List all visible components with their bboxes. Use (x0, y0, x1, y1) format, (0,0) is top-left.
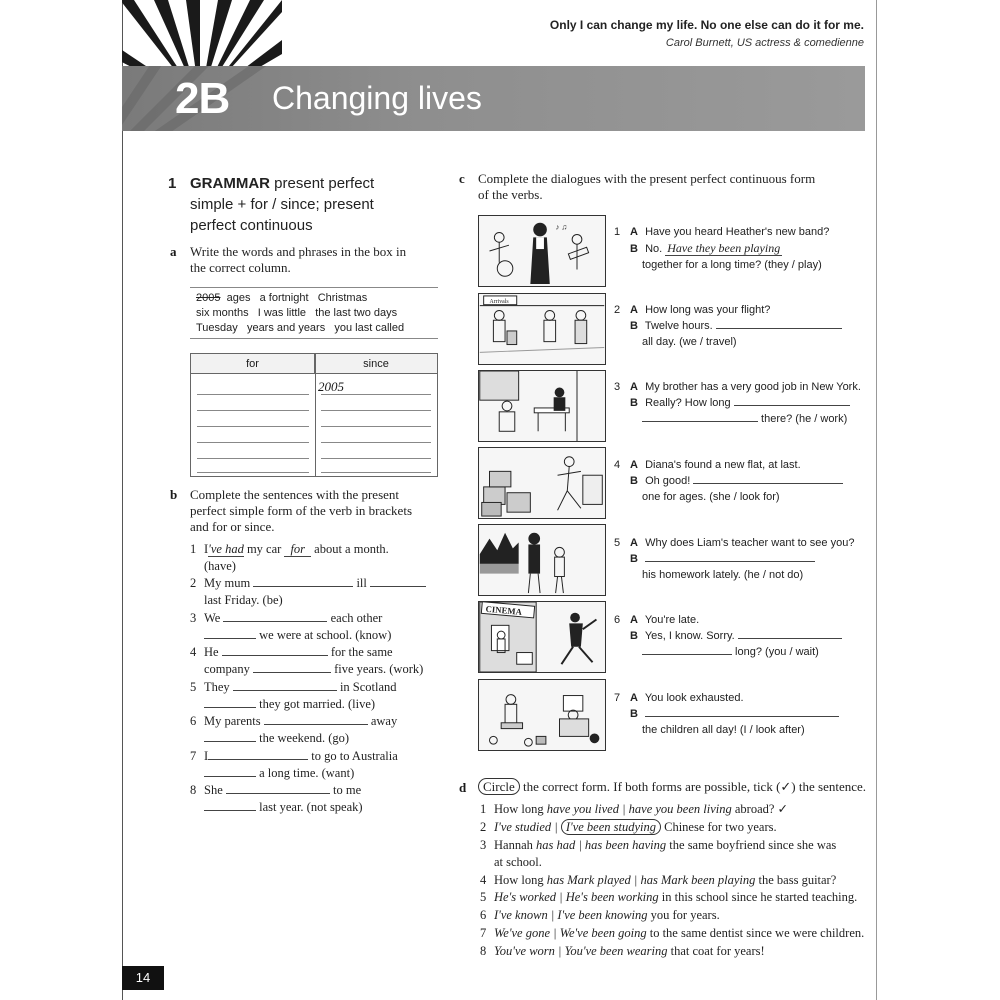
illustration-office (478, 370, 606, 442)
answer-blank[interactable] (223, 610, 327, 622)
for-since-table (190, 353, 438, 477)
answer-blank[interactable] (370, 575, 426, 587)
for-answer-line[interactable] (197, 472, 309, 473)
part-b-instruction-line3: and for or since. (190, 519, 275, 534)
answer-blank[interactable] (253, 661, 331, 673)
choice-options[interactable]: has had | has been having (536, 838, 667, 852)
illustration-airport (478, 293, 606, 365)
choice-options[interactable]: You've worn | You've been wearing (494, 944, 668, 958)
part-a-letter: a (170, 244, 177, 259)
section-title-line3: perfect continuous (190, 217, 313, 234)
for-answer-line[interactable] (197, 442, 309, 443)
part-d-instruction: Circle the correct form. If both forms are possible, tick (✓) the sentence. (478, 779, 866, 795)
exercise-d-item: 2 I've studied | I've been studying Chinese for two years. (480, 820, 777, 834)
cinema-sign: CINEMA (485, 603, 523, 617)
exercise-b-item: 7 I to go to Australia a long time. (want) (190, 749, 398, 780)
page-edge-right (876, 0, 877, 1000)
choice-options[interactable]: We've gone | We've been going (494, 926, 647, 940)
section-title-rest: present perfect (270, 175, 375, 192)
page-edge-left (122, 0, 123, 1000)
word-box-line3: Tuesday years and years you last called (196, 322, 405, 334)
answer-blank[interactable] (642, 644, 732, 655)
dialogue-2: 2 A How long was your flight? B Twelve hours. all day. (we / travel) (614, 302, 842, 350)
dialogue-6: 6 A You're late. B Yes, I know. Sorry. long? (you / wait) (614, 612, 842, 660)
title-bar (122, 66, 865, 131)
choice-options[interactable]: I've known | I've been knowing (494, 908, 648, 922)
since-example-answer: 2005 (318, 379, 344, 394)
word-box-line2: six months I was little the last two days (196, 307, 398, 319)
exercise-b-item: 4 He for the same company five years. (work) (190, 645, 424, 676)
svg-text:♪ ♫: ♪ ♫ (555, 222, 568, 232)
unit-number: 2B (175, 74, 230, 123)
answer-blank[interactable] (264, 713, 368, 725)
since-answer-line[interactable] (321, 410, 431, 411)
dialogue-5: 5 A Why does Liam's teacher want to see you? B his homework lately. (he / not do) (614, 537, 855, 581)
example-answer: for (284, 542, 311, 557)
part-a-instruction (190, 244, 450, 276)
example-answer: Have they been playing (667, 241, 781, 255)
exercise-b-item: 3 We each other we were at school. (know) (190, 611, 392, 642)
part-d-letter: d (459, 780, 467, 795)
exercise-d-item: 8 You've worn | You've been wearing that coat for years! (480, 944, 765, 958)
for-column-header: for (191, 354, 315, 374)
answer-blank[interactable] (233, 679, 337, 691)
answer-blank[interactable] (645, 706, 839, 717)
exercise-b-item: 6 My parents away the weekend. (go) (190, 714, 398, 745)
page-number: 14 (122, 966, 164, 990)
since-answer-line[interactable] (321, 472, 431, 473)
for-answer-line[interactable] (197, 394, 309, 395)
part-a-instruction-line2: the correct column. (190, 260, 291, 275)
answer-blank[interactable] (204, 765, 256, 777)
exercise-b-item: 5 They in Scotland they got married. (live) (190, 680, 397, 711)
quote-author: Carol Burnett, US actress & comedienne (665, 37, 864, 49)
word-box (190, 287, 438, 339)
section-heading (168, 173, 428, 236)
answer-blank[interactable] (642, 411, 758, 422)
answer-blank[interactable] (204, 730, 256, 742)
choice-options[interactable]: have you lived | have you been living (546, 802, 732, 816)
part-b-instruction-line1: Complete the sentences with the present (190, 487, 400, 502)
illustration-new-flat (478, 447, 606, 519)
answer-blank[interactable] (204, 627, 256, 639)
arrivals-sign: Arrivals (489, 298, 509, 305)
answer-blank[interactable] (222, 644, 328, 656)
dialogue-7: 7 A You look exhausted. B the children all day! (I / look after) (614, 690, 839, 738)
answer-blank[interactable] (204, 799, 256, 811)
since-answer-line[interactable] (321, 426, 431, 427)
page-title: Changing lives (272, 80, 482, 116)
circled-answer[interactable]: I've been studying (561, 819, 661, 835)
exercise-d-item: 1 How long have you lived | have you been living abroad? ✓ (480, 802, 789, 816)
exercise-d-item: 7 We've gone | We've been going to the same dentist since we were children. (480, 926, 865, 940)
for-answer-line[interactable] (197, 458, 309, 459)
exercise-d-item: 5 He's worked | He's been working in this school since he started teaching. (480, 890, 858, 904)
answer-blank[interactable] (734, 395, 850, 406)
choice-options[interactable]: has Mark played | has Mark been playing (546, 873, 756, 887)
part-c-instruction-line1: Complete the dialogues with the present perfect continuous form (478, 171, 816, 186)
answer-blank[interactable] (226, 782, 330, 794)
part-c-letter: c (459, 171, 465, 186)
column-divider (315, 354, 316, 476)
for-answer-line[interactable] (197, 426, 309, 427)
example-answer: 've had (208, 542, 244, 556)
exercise-d-item: 3 Hannah has had | has been having the same boyfriend since she was at school. (480, 838, 837, 869)
since-answer-line[interactable] (321, 458, 431, 459)
illustration-band (478, 215, 606, 287)
answer-blank[interactable] (716, 318, 842, 329)
section-title-bold: GRAMMAR (190, 175, 270, 192)
part-c-instruction-line2: of the verbs. (478, 187, 543, 202)
illustration-teacher (478, 524, 606, 596)
part-b-letter: b (170, 487, 178, 502)
since-column-header: since (315, 354, 437, 374)
choice-options[interactable]: He's worked | He's been working (494, 890, 659, 904)
word-box-example: 2005 (196, 292, 221, 304)
illustration-cinema (478, 601, 606, 673)
choice-option[interactable]: I've studied | (494, 820, 561, 834)
answer-blank[interactable] (204, 696, 256, 708)
for-answer-line[interactable] (197, 410, 309, 411)
part-b-instruction-line2: perfect simple form of the verb in brackets (190, 503, 412, 518)
answer-blank[interactable] (253, 575, 353, 587)
dialogue-1: 1 A Have you heard Heather's new band? B No. Have they been playing together for a long time? (they / play) (614, 226, 830, 271)
quote-text: Only I can change my life. No one else can do it for me. (549, 18, 864, 32)
part-c-instruction (478, 171, 878, 203)
illustration-living-room (478, 679, 606, 751)
exercise-d-item: 6 I've known | I've been knowing you for years. (480, 908, 720, 922)
section-title-line2: simple + for / since; present (190, 196, 374, 213)
dialogue-3: 3 A My brother has a very good job in New York. B Really? How long there? (he / work) (614, 381, 861, 425)
exercise-b-item: 1 I've had my car for about a month. (have) (190, 542, 389, 573)
part-b-instruction (190, 487, 450, 535)
exercise-d-item: 4 How long has Mark played | has Mark been playing the bass guitar? (480, 873, 837, 887)
answer-blank[interactable] (645, 551, 815, 562)
exercise-b-item: 2 My mum ill last Friday. (be) (190, 575, 426, 609)
answer-blank[interactable] (693, 473, 843, 484)
section-number: 1 (168, 175, 177, 192)
section-title (190, 173, 428, 236)
circle-word: Circle (478, 778, 520, 795)
answer-blank[interactable] (738, 628, 842, 639)
answer-blank[interactable] (208, 748, 308, 760)
since-answer-line[interactable] (321, 442, 431, 443)
word-box-line1: ages a fortnight Christmas (220, 292, 368, 304)
part-a-instruction-line1: Write the words and phrases in the box in (190, 244, 407, 259)
exercise-b-item: 8 She to me last year. (not speak) (190, 783, 363, 814)
dialogue-4: 4 A Diana's found a new flat, at last. B Oh good! one for ages. (she / look for) (614, 457, 843, 505)
